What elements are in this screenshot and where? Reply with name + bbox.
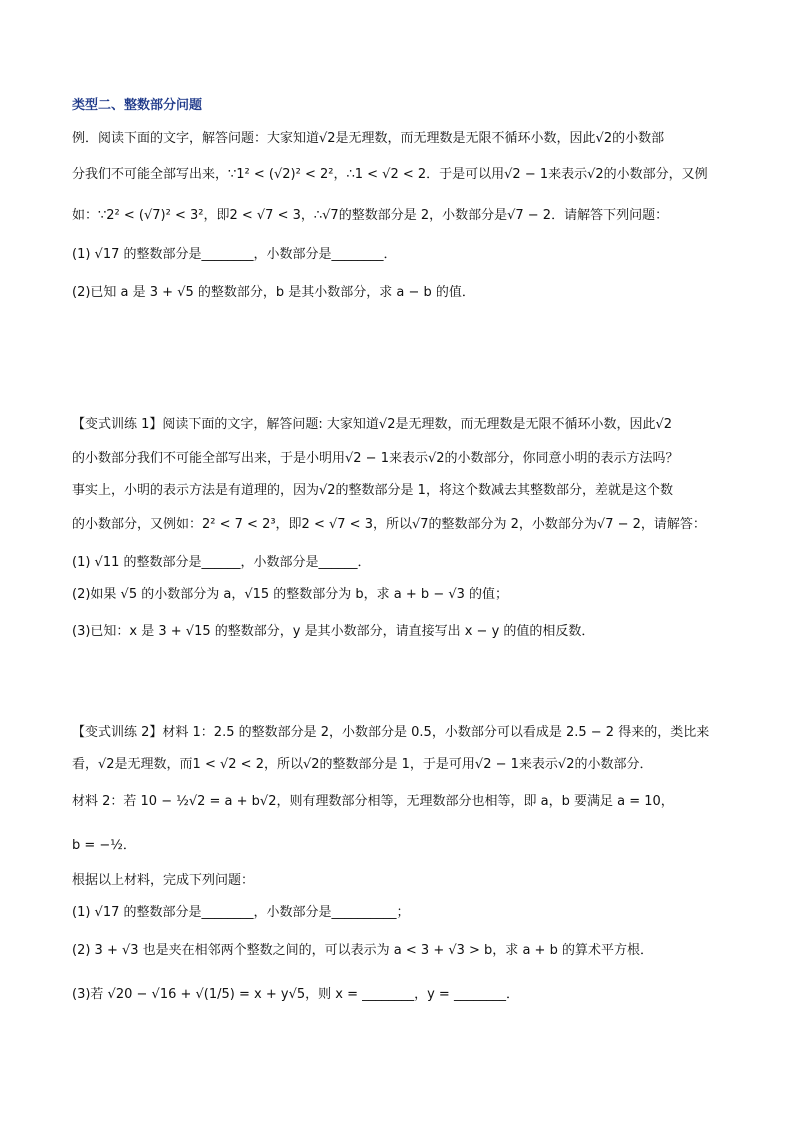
variant1-question-1: (1) √11 的整数部分是______，小数部分是______．	[72, 555, 371, 570]
variant2-line-5: 根据以上材料，完成下列问题：	[72, 873, 255, 888]
variant2-line-3: 材料 2：若 10 − ½√2 = a + b√2，则有理数部分相等，无理数部分也相等，即 a，b 要满足 a = 10，	[72, 794, 674, 809]
variant1-question-3: (3)已知：x 是 3 + √15 的整数部分，y 是其小数部分，请直接写出 x − y 的值的相反数．	[72, 624, 595, 639]
variant2-line-1: 【变式训练 2】材料 1：2.5 的整数部分是 2，小数部分是 0.5，小数部分可以看成是 2.5 − 2 得来的，类比来	[72, 725, 710, 740]
example-line-3: 如：∵2² < (√7)² < 3²，即2 < √7 < 3，∴√7的整数部分是 2，小数部分是√7 − 2．请解答下列问题：	[72, 208, 669, 223]
example-line-1: 例．阅读下面的文字，解答问题：大家知道√2是无理数，而无理数是无限不循环小数，因此√2的小数部	[72, 131, 665, 146]
variant1-question-2: (2)如果 √5 的小数部分为 a，√15 的整数部分为 b，求 a + b − √3 的值；	[72, 587, 509, 602]
variant1-line-3: 事实上，小明的表示方法是有道理的，因为√2的整数部分是 1，将这个数减去其整数部分，差就是这个数	[72, 483, 673, 498]
example-question-1: (1) √17 的整数部分是________，小数部分是________．	[72, 247, 397, 262]
section-heading: 类型二、整数部分问题	[72, 98, 203, 113]
variant1-line-1: 【变式训练 1】阅读下面的文字，解答问题: 大家知道√2是无理数，而无理数是无限不循环小数，因此√2	[72, 417, 673, 432]
variant2-question-1: (1) √17 的整数部分是________，小数部分是__________；	[72, 905, 410, 920]
variant1-line-2: 的小数部分我们不可能全部写出来，于是小明用√2 − 1来表示√2的小数部分，你同意小明的表示方法吗？	[72, 451, 679, 466]
variant2-line-4: b = −½．	[72, 838, 136, 853]
variant2-line-2: 看，√2是无理数，而1 < √2 < 2，所以√2的整数部分是 1，于是可用√2 − 1来表示√2的小数部分．	[72, 757, 653, 772]
example-line-2: 分我们不可能全部写出来，∵1² < (√2)² < 2²，∴1 < √2 < 2．于是可以用√2 − 1来表示√2的小数部分，又例	[72, 167, 708, 182]
example-question-2: (2)已知 a 是 3 + √5 的整数部分，b 是其小数部分，求 a − b 的值．	[72, 285, 475, 300]
variant1-line-4: 的小数部分，又例如：2² < 7 < 2³，即2 < √7 < 3，所以√7的整数部分为 2，小数部分为√7 − 2，请解答：	[72, 517, 706, 532]
variant2-question-2: (2) 3 + √3 也是夹在相邻两个整数之间的，可以表示为 a < 3 + √3 > b，求 a + b 的算术平方根．	[72, 943, 653, 958]
variant2-question-3: (3)若 √20 − √16 + √(1/5) = x + y√5，则 x = ________，y = ________．	[72, 987, 519, 1002]
